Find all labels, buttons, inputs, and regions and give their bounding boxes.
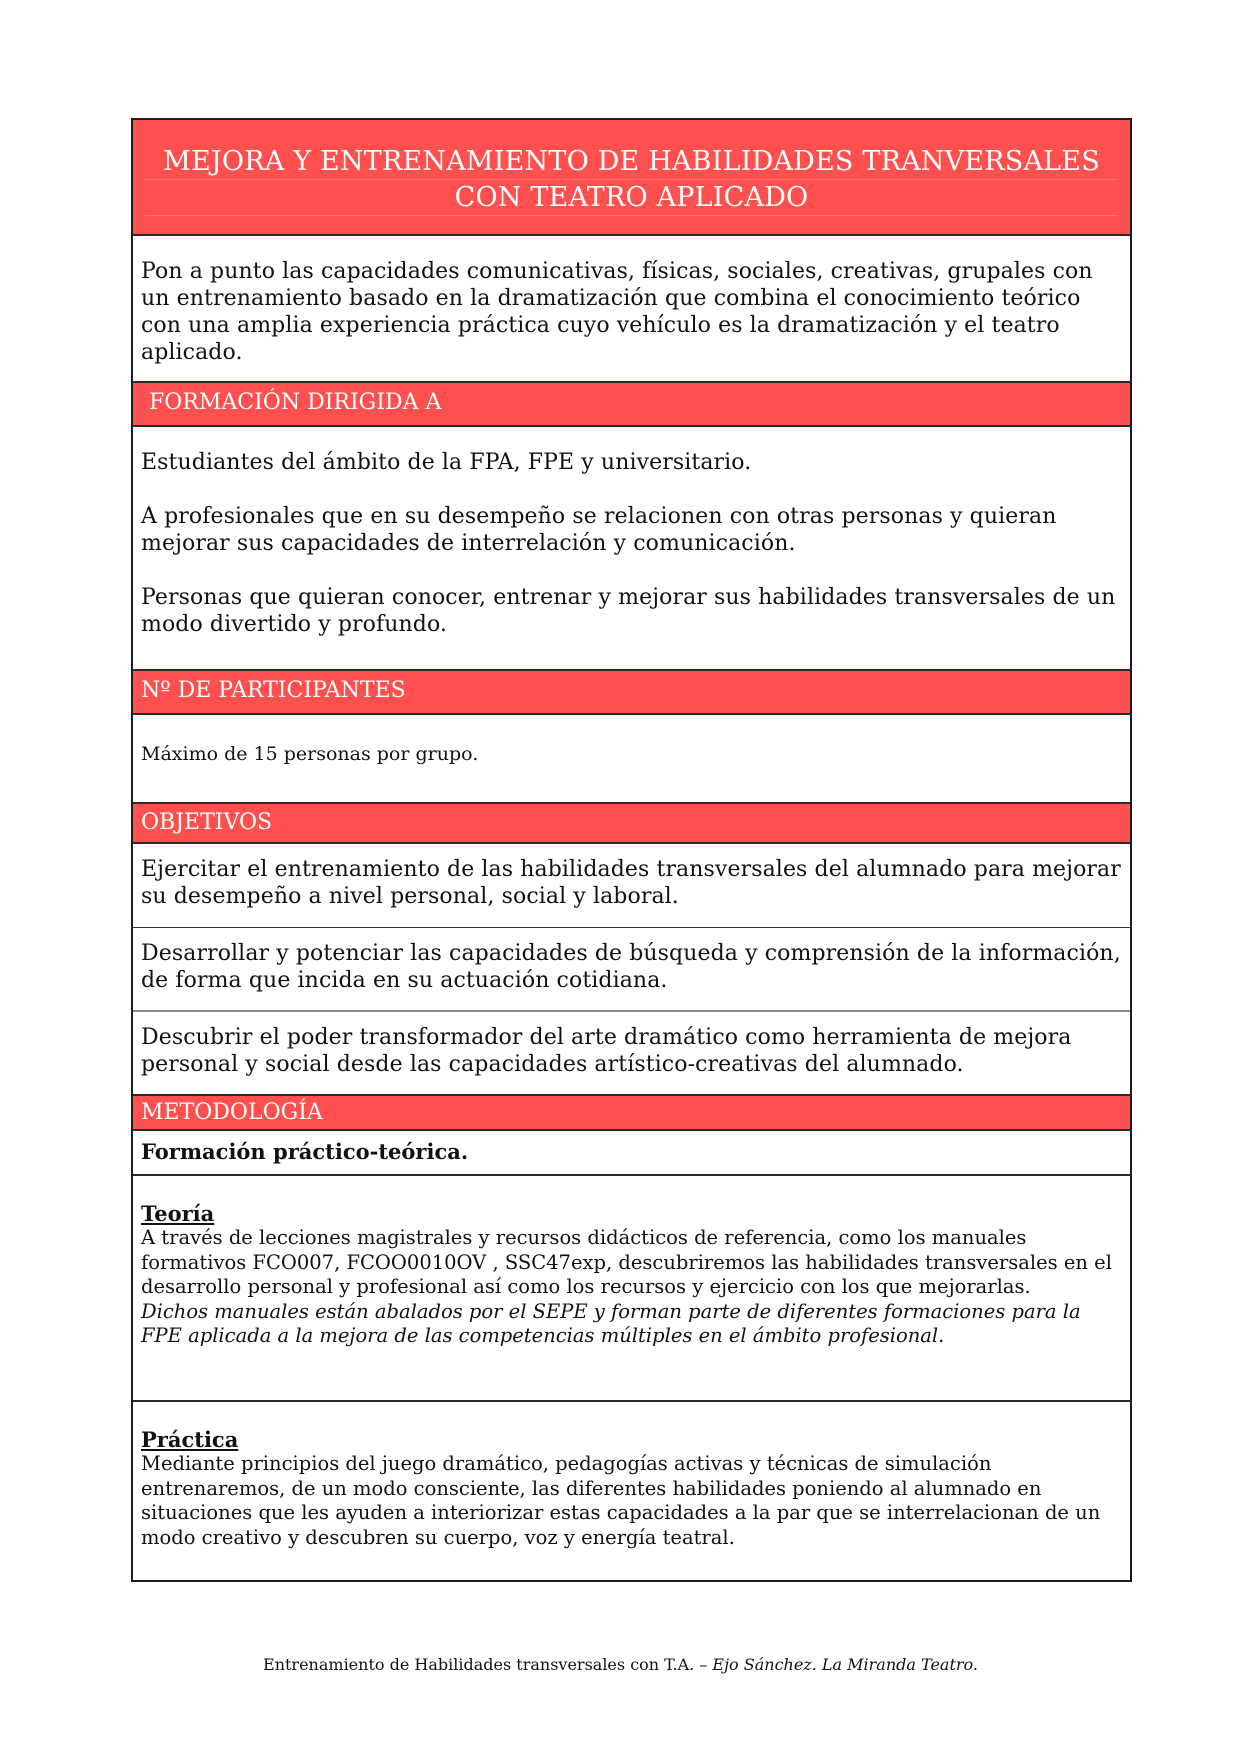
section-heading-participants: Nº DE PARTICIPANTES bbox=[133, 671, 1130, 715]
participants-body bbox=[133, 715, 1130, 804]
theory-note: Dichos manuales están abalados por el SEPE y forman parte de diferentes formaciones para la FPE aplicada a la mejora de las competencias múltiples en el ámbito profesional. bbox=[141, 1299, 1081, 1347]
title-line-2: CON TEATRO APLICADO bbox=[145, 180, 1118, 216]
section-heading-objectives: OBJETIVOS bbox=[133, 804, 1130, 844]
title-line-1: MEJORA Y ENTRENAMIENTO DE HABILIDADES TRANVERSALES bbox=[145, 144, 1118, 180]
objective-item: Descubrir el poder transformador del arte dramático como herramienta de mejora personal y social desde las capacidades artístico-creativas del alumnado. bbox=[133, 1012, 1130, 1096]
section-heading-methodology: METODOLOGÍA bbox=[133, 1096, 1130, 1131]
intro-description: Pon a punto las capacidades comunicativas, físicas, sociales, creativas, grupales con un entrenamiento basado en la dramatización que combina el conocimiento teórico con una amplia experiencia práctica cuyo vehículo es la dramatización y el teatro aplicado. bbox=[133, 236, 1130, 383]
objective-item: Ejercitar el entrenamiento de las habilidades transversales del alumnado para mejorar su desempeño a nivel personal, social y laboral. bbox=[133, 844, 1130, 928]
audience-list bbox=[133, 427, 1130, 671]
page-footer bbox=[0, 1655, 1241, 1674]
practice-text: Mediante principios del juego dramático, pedagogías activas y técnicas de simulación entrenaremos, de un modo consciente, las diferentes habilidades poniendo al alumnado en situaciones que les ayuden a interiorizar estas capacidades a la par que se interrelacionan de un modo creativo y descubren su cuerpo, voz y energía teatral. bbox=[141, 1452, 1101, 1549]
section-heading-audience: FORMACIÓN DIRIGIDA A bbox=[133, 383, 1130, 427]
audience-item: Personas que quieran conocer, entrenar y mejorar sus habilidades transversales de un modo divertido y profundo. bbox=[141, 585, 1116, 637]
theory-block bbox=[133, 1176, 1130, 1402]
footer-author: Ejo Sánchez. La Miranda Teatro. bbox=[712, 1655, 978, 1674]
theory-text: A través de lecciones magistrales y recursos didácticos de referencia, como los manuales formativos FCO007, FCOO0010OV , SSC47exp, descubriremos las habilidades transversales en el desarrollo personal y profesional así como los recursos y ejercicio con los que mejorarlas. bbox=[141, 1226, 1112, 1298]
audience-item: A profesionales que en su desempeño se relacionen con otras personas y quieran mejorar sus capacidades de interrelación y comunicación. bbox=[141, 504, 1057, 556]
practice-block bbox=[133, 1402, 1130, 1580]
audience-item: Estudiantes del ámbito de la FPA, FPE y universitario. bbox=[141, 450, 752, 475]
methodology-summary: Formación práctico-teórica. bbox=[133, 1131, 1130, 1176]
course-sheet bbox=[131, 118, 1132, 1582]
footer-text: Entrenamiento de Habilidades transversales con T.A. – bbox=[263, 1655, 713, 1674]
theory-title: Teoría bbox=[141, 1201, 215, 1226]
practice-title: Práctica bbox=[141, 1427, 239, 1452]
participants-text: Máximo de 15 personas por grupo. bbox=[141, 743, 479, 765]
objective-item: Desarrollar y potenciar las capacidades de búsqueda y comprensión de la información, de forma que incida en su actuación cotidiana. bbox=[133, 928, 1130, 1012]
title-banner bbox=[133, 120, 1130, 236]
